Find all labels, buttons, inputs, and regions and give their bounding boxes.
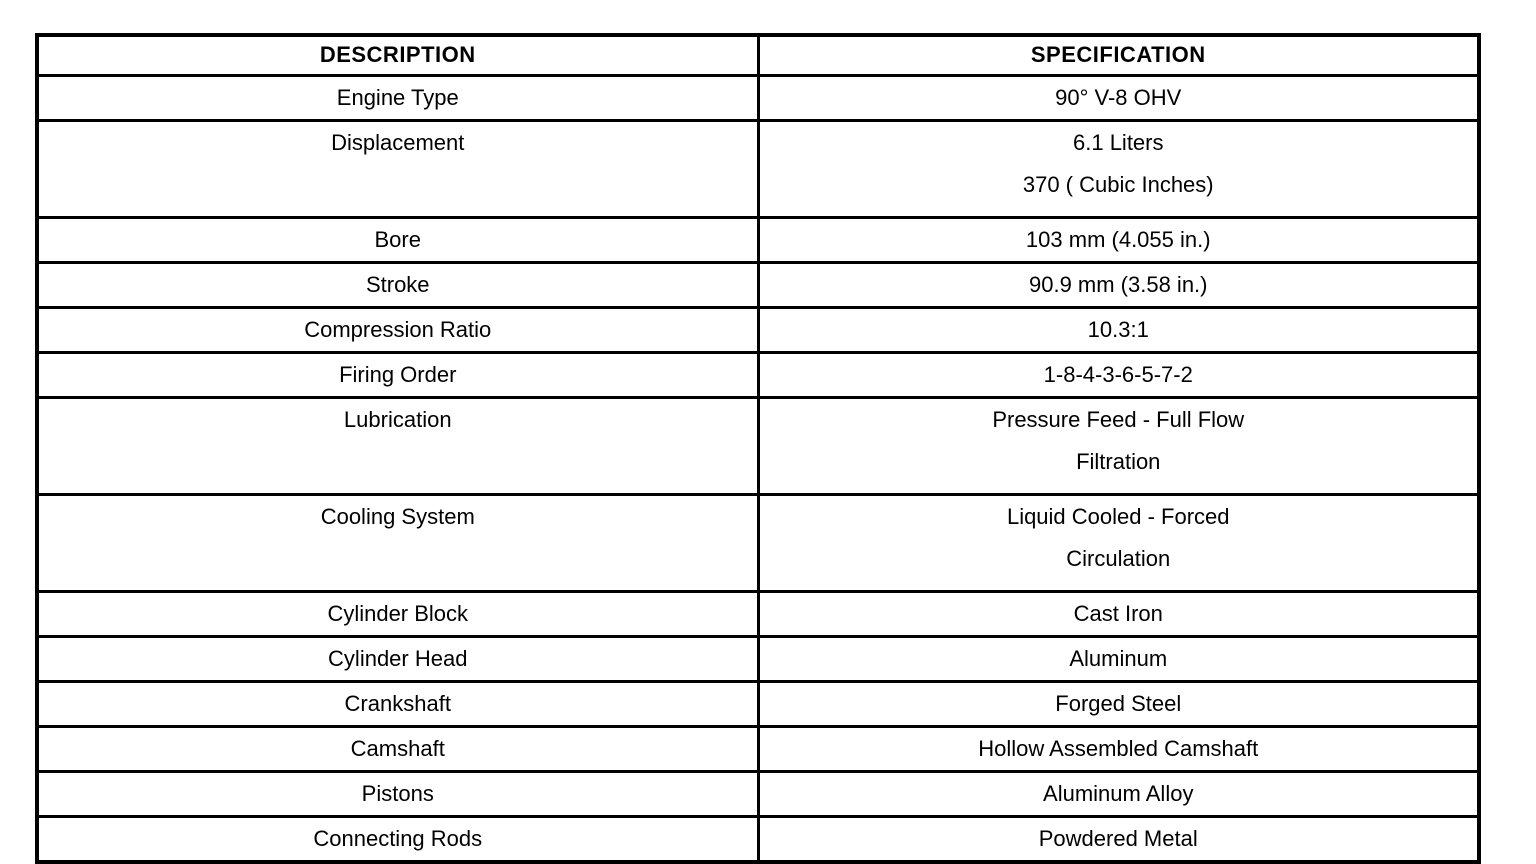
table-row	[37, 307, 1479, 352]
engine-specification-table	[35, 33, 1481, 864]
description-cell	[37, 591, 758, 636]
specification-cell	[758, 494, 1479, 591]
specification-cell	[758, 591, 1479, 636]
specification-text: 10.3:1	[1087, 316, 1149, 342]
table-row	[37, 494, 1479, 591]
specification-text: 1-8-4-3-6-5-7-2	[1043, 361, 1193, 387]
specification-cell	[758, 816, 1479, 862]
description-text: Firing Order	[339, 361, 457, 387]
specification-text: Aluminum	[1069, 645, 1168, 671]
description-cell	[37, 307, 758, 352]
table-row	[37, 217, 1479, 262]
table-row	[37, 681, 1479, 726]
table-row	[37, 75, 1479, 120]
specification-cell	[758, 726, 1479, 771]
description-text: Pistons	[361, 780, 434, 806]
table-row	[37, 816, 1479, 862]
description-column-header: DESCRIPTION	[37, 35, 758, 75]
specification-text: Powdered Metal	[1038, 825, 1198, 851]
description-text: Cylinder Head	[328, 645, 468, 671]
description-text: Lubrication	[343, 406, 452, 432]
table-row	[37, 397, 1479, 494]
specification-text: Filtration	[1076, 448, 1161, 474]
description-cell	[37, 120, 758, 217]
table-row	[37, 726, 1479, 771]
specification-cell	[758, 352, 1479, 397]
specification-text: 90.9 mm (3.58 in.)	[1028, 271, 1208, 297]
description-text: Compression Ratio	[304, 316, 492, 342]
specification-text: Cast Iron	[1073, 600, 1163, 626]
specification-cell	[758, 397, 1479, 494]
description-cell	[37, 726, 758, 771]
table-row	[37, 771, 1479, 816]
description-text: Stroke	[365, 271, 430, 297]
description-cell	[37, 262, 758, 307]
specification-text: Aluminum Alloy	[1043, 780, 1194, 806]
specification-cell	[758, 217, 1479, 262]
description-cell	[37, 681, 758, 726]
description-text: Cooling System	[320, 503, 475, 529]
table-row	[37, 120, 1479, 217]
description-cell	[37, 217, 758, 262]
table-row	[37, 636, 1479, 681]
description-text: Bore	[374, 226, 421, 252]
description-cell	[37, 636, 758, 681]
description-text: Engine Type	[336, 84, 459, 110]
description-cell	[37, 771, 758, 816]
table-row	[37, 591, 1479, 636]
description-text: Camshaft	[350, 735, 445, 761]
specification-column-header: SPECIFICATION	[758, 35, 1479, 75]
description-cell	[37, 75, 758, 120]
description-text: Crankshaft	[344, 690, 451, 716]
description-cell	[37, 397, 758, 494]
description-cell	[37, 494, 758, 591]
specification-text: Pressure Feed - Full Flow	[992, 406, 1245, 432]
description-text: Cylinder Block	[327, 600, 469, 626]
specification-cell	[758, 75, 1479, 120]
specification-cell	[758, 262, 1479, 307]
specification-cell	[758, 771, 1479, 816]
specification-cell	[758, 636, 1479, 681]
description-text: Connecting Rods	[313, 825, 483, 851]
specification-text: 6.1 Liters	[1073, 129, 1164, 155]
description-cell	[37, 352, 758, 397]
header-row	[37, 35, 1479, 75]
specification-cell	[758, 681, 1479, 726]
description-text: Displacement	[331, 129, 465, 155]
table-row	[37, 352, 1479, 397]
specification-text: Forged Steel	[1055, 690, 1182, 716]
description-cell	[37, 816, 758, 862]
specification-text: 103 mm (4.055 in.)	[1025, 226, 1211, 252]
table-row	[37, 262, 1479, 307]
specification-text: 370 ( Cubic Inches)	[1022, 171, 1214, 197]
specification-text: Circulation	[1066, 545, 1171, 571]
specification-text: Liquid Cooled - Forced	[1006, 503, 1230, 529]
specification-text: 90° V-8 OHV	[1055, 84, 1182, 110]
specification-cell	[758, 307, 1479, 352]
specification-cell	[758, 120, 1479, 217]
specification-text: Hollow Assembled Camshaft	[978, 735, 1259, 761]
